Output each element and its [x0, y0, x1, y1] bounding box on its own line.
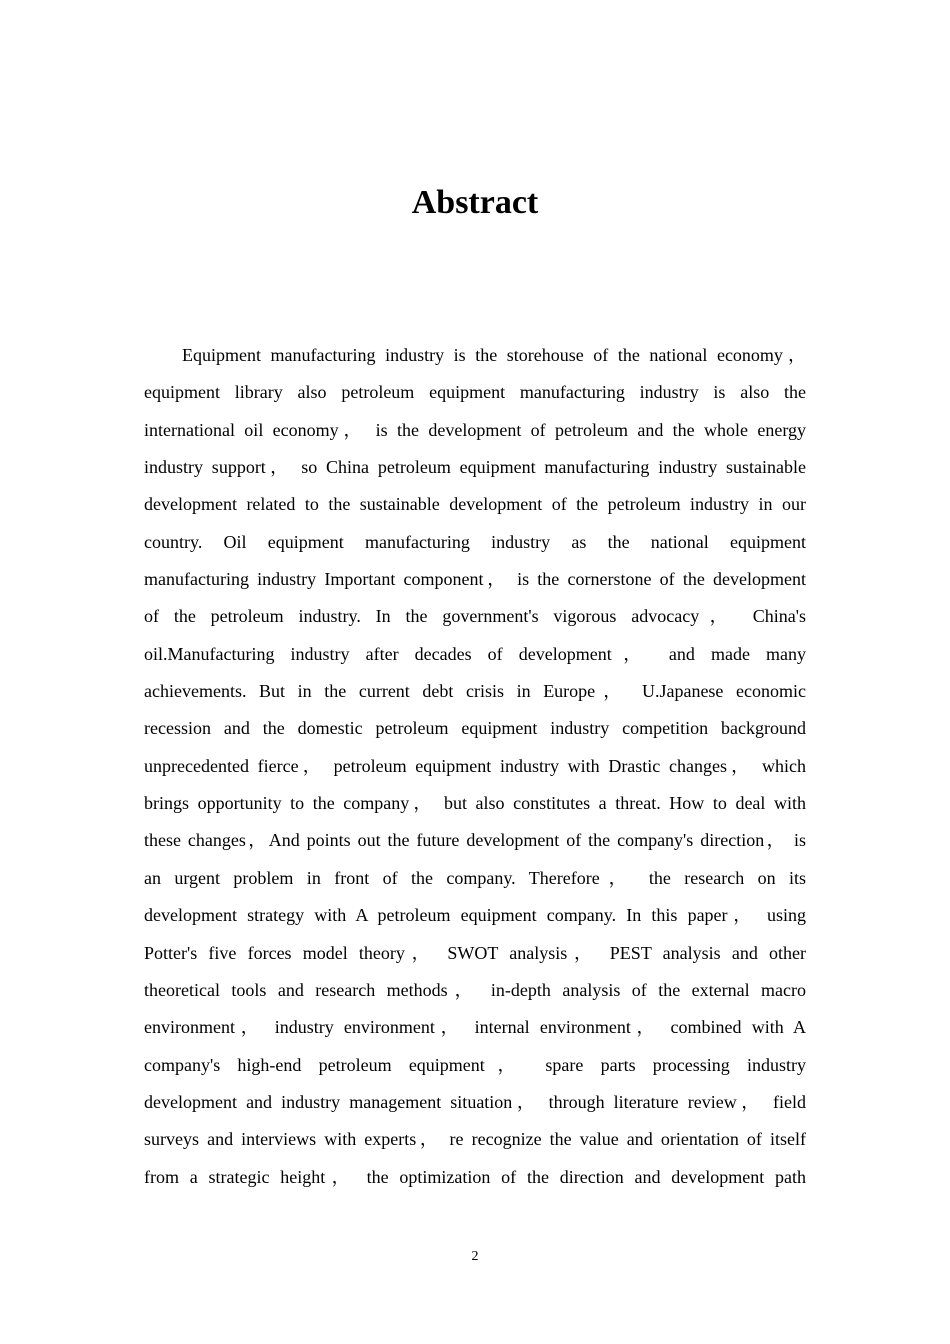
text-line: theoretical tools and research methods， in-depth analysis of the external macro: [144, 979, 806, 1000]
abstract-paragraph: [144, 337, 806, 1196]
text-line: industry support， so China petroleum equipment manufacturing industry sustainable: [144, 457, 806, 478]
text-line: from a strategic height， the optimization of the direction and development path: [144, 1166, 806, 1187]
text-line: recession and the domestic petroleum equipment industry competition background: [144, 718, 806, 739]
text-line: manufacturing industry Important component， is the cornerstone of the development: [144, 569, 806, 590]
text-line: international oil economy， is the development of petroleum and the whole energy: [144, 419, 806, 440]
text-line: unprecedented fierce， petroleum equipment industry with Drastic changes， which: [144, 755, 806, 776]
text-line: country. Oil equipment manufacturing industry as the national equipment: [144, 531, 806, 552]
text-line: surveys and interviews with experts， re recognize the value and orientation of itself: [144, 1129, 806, 1150]
text-line: oil.Manufacturing industry after decades of development， and made many: [144, 643, 806, 664]
text-line: equipment library also petroleum equipment manufacturing industry is also the: [144, 382, 806, 403]
text-line: of the petroleum industry. In the government's vigorous advocacy， China's: [144, 606, 806, 627]
text-line: development strategy with A petroleum equipment company. In this paper， using: [144, 905, 806, 926]
text-line: development related to the sustainable development of the petroleum industry in our: [144, 494, 806, 515]
text-line: company's high-end petroleum equipment， spare parts processing industry: [144, 1054, 806, 1075]
page-number: 2: [471, 1249, 479, 1264]
text-line: development and industry management situation， through literature review， field: [144, 1091, 806, 1112]
text-line: Equipment manufacturing industry is the storehouse of the national economy，: [182, 345, 806, 365]
text-line: these changes，And points out the future development of the company's direction， is: [144, 830, 806, 851]
text-line: achievements. But in the current debt crisis in Europe， U.Japanese economic: [144, 681, 806, 702]
text-line: an urgent problem in front of the company. Therefore， the research on its: [144, 867, 806, 888]
text-line: brings opportunity to the company， but also constitutes a threat. How to deal with: [144, 793, 806, 814]
page-title: Abstract: [411, 184, 539, 221]
text-line: Potter's five forces model theory， SWOT analysis， PEST analysis and other: [144, 942, 806, 963]
text-line: environment， industry environment， internal environment， combined with A: [144, 1017, 806, 1038]
